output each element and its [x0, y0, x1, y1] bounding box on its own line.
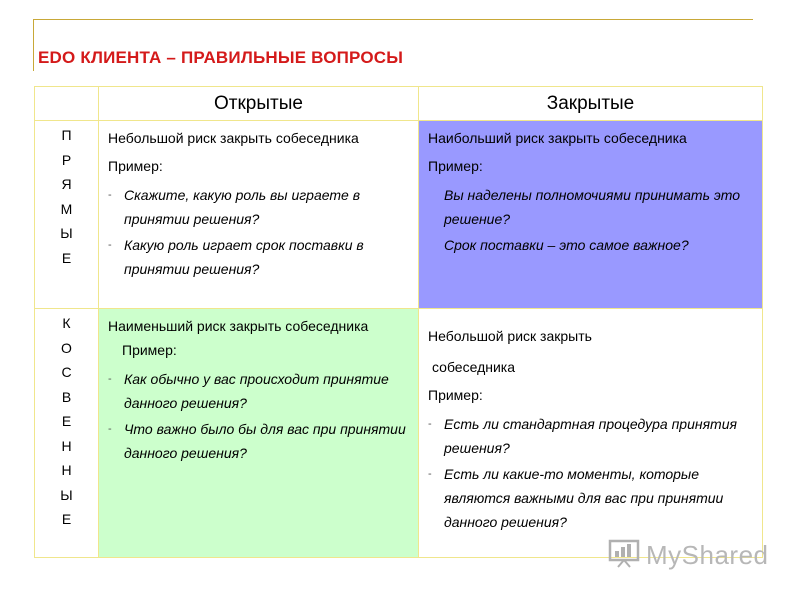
- myshared-logo: [608, 538, 769, 572]
- example-item: Вы наделены полномочиями принимать это решение?: [444, 187, 741, 227]
- row-label-letter: Е: [61, 413, 72, 429]
- row-label-letter: Е: [61, 249, 72, 266]
- example-list: [108, 367, 410, 465]
- row-label-letter: Н: [61, 437, 72, 454]
- row-label-letter: К: [62, 315, 71, 331]
- example-label: Пример:: [428, 387, 483, 403]
- example-list: [108, 183, 410, 281]
- row-label-letter: Н: [61, 462, 72, 478]
- row-label-letter: М: [60, 200, 73, 217]
- row-label-letter: П: [61, 127, 72, 143]
- row-label-indirect: [35, 309, 99, 558]
- row-label-letter: Ы: [60, 486, 73, 503]
- example-item: - Как обычно у вас происходит принятие данного решения?: [108, 367, 410, 415]
- column-header-open: Открытые: [99, 87, 419, 121]
- cell-heading: Наименьший риск закрыть собеседника: [108, 318, 369, 334]
- example-item: - Что важно было бы для вас при принятии данного решения?: [108, 417, 410, 465]
- example-item: - Какую роль играет срок поставки в принятии решения?: [108, 233, 410, 281]
- cell-heading: Небольшой риск закрыть собеседника: [108, 130, 359, 146]
- cell-direct-closed: [419, 121, 763, 309]
- cell-indirect-closed: [419, 309, 763, 558]
- example-item: - Есть ли стандартная процедура принятия решения?: [428, 412, 754, 460]
- example-label: Пример:: [108, 158, 163, 174]
- column-header-closed: Закрытые: [419, 87, 763, 121]
- cell-heading-line1: Небольшой риск закрыть: [428, 328, 592, 344]
- row-label-letter: Ы: [60, 225, 73, 241]
- example-item: - Скажите, какую роль вы играете в принятии решения?: [108, 183, 410, 231]
- cell-heading-line2: собеседника: [432, 359, 516, 375]
- left-rule: [33, 19, 34, 71]
- row-indirect: [35, 309, 763, 558]
- example-item: - Есть ли какие-то моменты, которые являются важными для вас при принятии данного решения?: [428, 462, 754, 534]
- example-label: Пример:: [428, 158, 483, 174]
- row-label-letter: О: [61, 339, 72, 356]
- cell-indirect-open: [99, 309, 419, 558]
- slide-title: EDO КЛИЕНТА – ПРАВИЛЬНЫЕ ВОПРОСЫ: [38, 48, 404, 67]
- corner-cell: [35, 87, 99, 121]
- example-list: [428, 183, 754, 257]
- example-list: [428, 412, 754, 534]
- example-label: Пример:: [122, 342, 177, 358]
- row-label-letter: С: [61, 364, 72, 380]
- chart-presentation-icon: [608, 538, 642, 573]
- row-label-letter: Р: [61, 151, 72, 168]
- row-label-letter: Е: [61, 511, 72, 527]
- top-rule: [33, 19, 753, 20]
- cell-heading: Наибольший риск закрыть собеседника: [428, 130, 687, 146]
- logo-text: MyShared: [646, 539, 769, 570]
- row-direct: [35, 121, 763, 309]
- cell-direct-open: [99, 121, 419, 309]
- row-label-letter: В: [61, 388, 72, 405]
- row-label-letter: Я: [61, 176, 72, 192]
- questions-table: [34, 86, 763, 558]
- header-row: [35, 87, 763, 121]
- row-label-direct: [35, 121, 99, 309]
- example-item: Срок поставки – это самое важное?: [444, 237, 689, 253]
